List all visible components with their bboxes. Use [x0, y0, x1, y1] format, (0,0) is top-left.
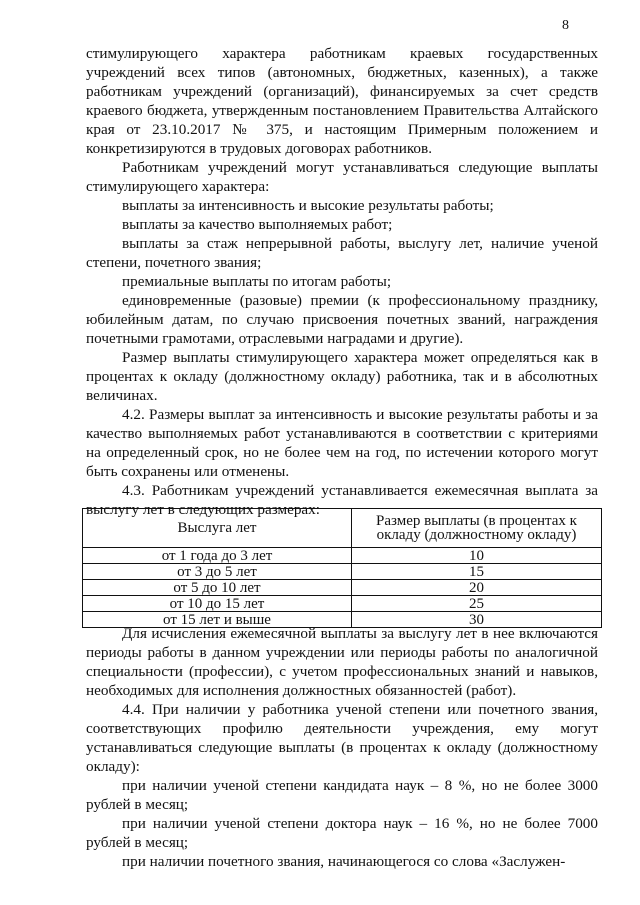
- table-cell-percent: 25: [352, 596, 602, 612]
- paragraph-payment-size: Размер выплаты стимулирующего характера может определяться как в процентах к окладу (должностному окладу) работника, так и в абсолютных величинах.: [86, 349, 598, 404]
- table-header-payment-size: Размер выплаты (в процентах к окладу (должностному окладу): [352, 509, 602, 548]
- table-cell-percent: 10: [352, 548, 602, 564]
- table-cell-period: от 15 лет и выше: [83, 612, 352, 628]
- paragraph-seniority-calculation: Для исчисления ежемесячной выплаты за выслугу лет в нее включаются периоды работы в данном учреждении или периоды работы по аналогичной специальности (профессии), с учетом профессиональных знаний и навыков, необходимых для исполнения должностных обязанностей (работ).: [86, 625, 598, 699]
- paragraph-4-2: 4.2. Размеры выплат за интенсивность и высокие результаты работы и за качество выполняемых работ устанавливаются в соответствии с критериями на определенный срок, но не более чем на год, по истечении которого могут быть сохранены или отменены.: [86, 406, 598, 480]
- list-item-quality: выплаты за качество выполняемых работ;: [122, 216, 393, 233]
- table-cell-percent: 20: [352, 580, 602, 596]
- text-block-bottom: [86, 624, 598, 871]
- list-item-candidate-degree: при наличии ученой степени кандидата наук – 8 %, но не более 3000 рублей в месяц;: [86, 777, 598, 813]
- table-cell-percent: 15: [352, 564, 602, 580]
- table-cell-period: от 10 до 15 лет: [83, 596, 352, 612]
- table-row: [83, 564, 602, 580]
- table-row: [83, 580, 602, 596]
- table-row: [83, 548, 602, 564]
- page-number: 8: [562, 18, 569, 33]
- list-item-seniority: выплаты за стаж непрерывной работы, выслугу лет, наличие ученой степени, почетного звания;: [86, 235, 598, 271]
- paragraph-4-3: 4.3. Работникам учреждений устанавливается ежемесячная выплата за выслугу лет в следующих размерах:: [86, 482, 598, 518]
- text-block-top: [86, 44, 598, 519]
- seniority-table: [82, 508, 602, 628]
- table-header-row: [83, 509, 602, 548]
- paragraph-4-4: 4.4. При наличии у работника ученой степени или почетного звания, соответствующих профилю деятельности учреждения, ему могут устанавливаться следующие выплаты (в процентах к окладу (должностному окладу):: [86, 701, 598, 775]
- list-item-doctor-degree: при наличии ученой степени доктора наук – 16 %, но не более 7000 рублей в месяц;: [86, 815, 598, 851]
- paragraph-intro-continuation: стимулирующего характера работникам краевых государственных учреждений всех типов (автономных, бюджетных, казенных), а также работникам учреждений (организаций), финансируемых за счет средств краевого бюджета, утвержденным постановлением Правительства Алтайского края от 23.10.2017 № 375, и настоящим Примерным положением и конкретизируются в трудовых договорах работников.: [86, 45, 598, 157]
- table-cell-percent: 30: [352, 612, 602, 628]
- table-cell-period: от 3 до 5 лет: [83, 564, 352, 580]
- list-item-honorary-title: при наличии почетного звания, начинающегося со слова «Заслужен-: [122, 853, 566, 870]
- table-cell-period: от 5 до 10 лет: [83, 580, 352, 596]
- table-row: [83, 596, 602, 612]
- list-item-one-time-bonus: единовременные (разовые) премии (к профессиональному празднику, юбилейным датам, по случаю присвоения почетных званий, награждения почетными грамотами, отраслевыми наградами и другие).: [86, 292, 598, 347]
- list-item-bonus: премиальные выплаты по итогам работы;: [122, 273, 392, 290]
- table-header-seniority: Выслуга лет: [83, 509, 352, 548]
- list-item-intensity: выплаты за интенсивность и высокие результаты работы;: [122, 197, 494, 214]
- paragraph-payments-list-intro: Работникам учреждений могут устанавливаться следующие выплаты стимулирующего характера:: [86, 159, 598, 195]
- table-cell-period: от 1 года до 3 лет: [83, 548, 352, 564]
